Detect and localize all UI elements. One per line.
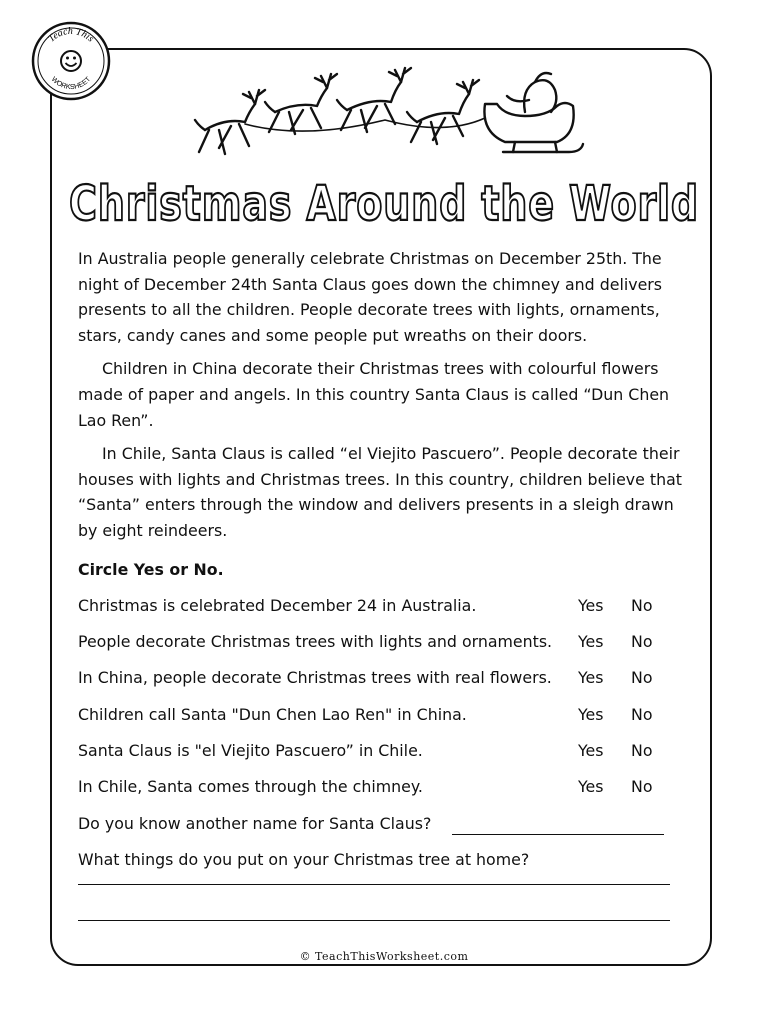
answer-yes-4[interactable]: Yes xyxy=(578,705,604,724)
answer-yes-2[interactable]: Yes xyxy=(578,632,604,651)
answer-line-1[interactable] xyxy=(78,884,670,885)
question-2: People decorate Christmas trees with lights and ornaments. xyxy=(78,632,553,651)
open-question-2: What things do you put on your Christmas tree at home? xyxy=(78,850,530,869)
answer-yes-5[interactable]: Yes xyxy=(578,741,604,760)
instruction: Circle Yes or No. xyxy=(78,560,224,579)
answer-no-1[interactable]: No xyxy=(631,596,653,615)
answer-no-5[interactable]: No xyxy=(631,741,653,760)
paragraph-china: Children in China decorate their Christmas trees with colourful flowers made of paper and angels. In this country Santa Claus is called “Dun Chen Lao Ren”. xyxy=(78,359,670,430)
answer-yes-3[interactable]: Yes xyxy=(578,668,604,687)
answer-no-4[interactable]: No xyxy=(631,705,653,724)
answer-blank-santa-name[interactable] xyxy=(452,816,664,835)
badge-text-bottom: WORKSHEET xyxy=(49,75,93,92)
answer-yes-6[interactable]: Yes xyxy=(578,777,604,796)
answer-yes-1[interactable]: Yes xyxy=(578,596,604,615)
question-4: Children call Santa "Dun Chen Lao Ren" in China. xyxy=(78,705,467,724)
reindeer-sleigh-icon xyxy=(185,60,585,170)
question-6: In Chile, Santa comes through the chimney. xyxy=(78,777,423,796)
answer-line-2[interactable] xyxy=(78,920,670,921)
question-3: In China, people decorate Christmas trees with real flowers. xyxy=(78,668,552,687)
answer-no-2[interactable]: No xyxy=(631,632,653,651)
page-title xyxy=(58,160,710,240)
paragraph-chile: In Chile, Santa Claus is called “el Viejito Pascuero”. People decorate their houses with lights and Christmas trees. In this country, children believe that “Santa” enters through the window and delivers presents in a sleigh drawn by eight reindeers. xyxy=(78,444,682,540)
answer-no-3[interactable]: No xyxy=(631,668,653,687)
open-question-1: Do you know another name for Santa Claus? xyxy=(78,814,432,833)
question-1: Christmas is celebrated December 24 in Australia. xyxy=(78,596,477,615)
copyright-footer: © TeachThisWorksheet.com xyxy=(299,950,469,963)
answer-no-6[interactable]: No xyxy=(631,777,653,796)
question-5: Santa Claus is "el Viejito Pascuero” in Chile. xyxy=(78,741,423,760)
teach-this-worksheet-logo xyxy=(30,20,112,102)
title-text: Christmas Around the World xyxy=(69,176,699,232)
paragraph-australia: In Australia people generally celebrate Christmas on December 25th. The night of December 24th Santa Claus goes down the chimney and delivers presents to all the children. People decorate trees with lights, ornaments, stars, candy canes and some people put wreaths on their doors. xyxy=(78,249,663,345)
reading-passage xyxy=(78,246,692,552)
badge-text-top: Teach This xyxy=(46,25,96,45)
smiley-icon xyxy=(61,51,81,71)
